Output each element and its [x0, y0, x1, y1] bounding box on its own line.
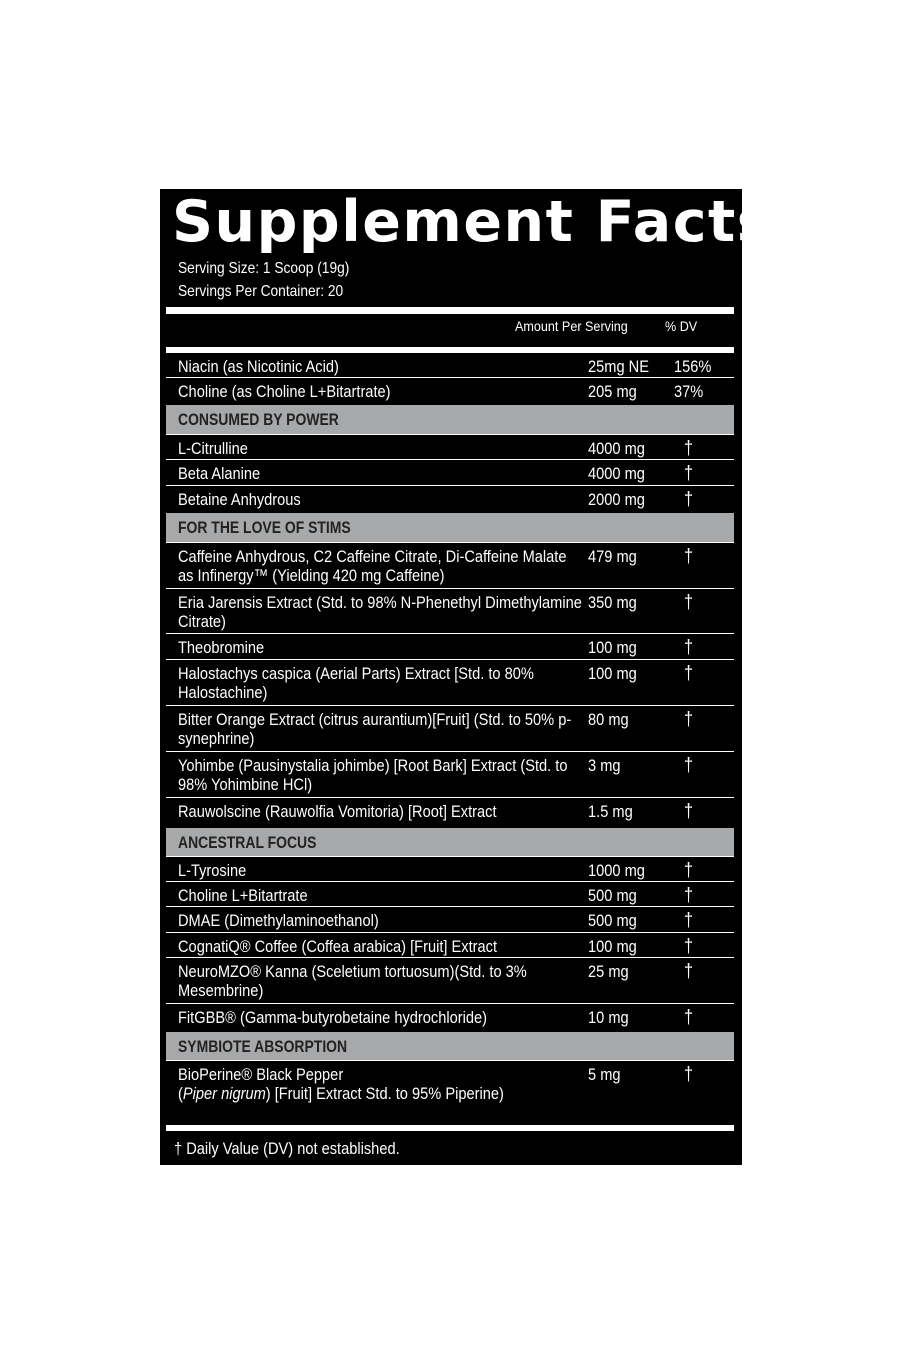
supplement-facts-panel — [160, 189, 773, 1165]
serving-info — [178, 257, 349, 303]
amount-per-serving-header: Amount Per Serving — [515, 318, 628, 334]
nutrient-amount: 25mg NE — [588, 357, 649, 376]
top-rule — [166, 307, 734, 314]
section-header-symbiote-absorption — [166, 1032, 734, 1061]
name-italic-species: Piper nigrum — [182, 1084, 266, 1103]
nutrient-dv: 156% — [674, 357, 712, 376]
nutrient-amount: 25 mg — [588, 962, 629, 981]
nutrient-amount: 500 mg — [588, 911, 637, 930]
section-title: ANCESTRAL FOCUS — [178, 833, 317, 852]
nutrient-name — [178, 1065, 582, 1103]
dagger-icon: † — [684, 755, 694, 776]
nutrient-row — [166, 958, 734, 1004]
dagger-icon: † — [684, 663, 694, 684]
nutrient-name: CognatiQ® Coffee (Coffea arabica) [Fruit] Extract — [178, 937, 498, 956]
nutrient-amount: 4000 mg — [588, 439, 645, 458]
nutrient-row — [166, 460, 734, 486]
nutrient-name: Choline (as Choline L+Bitartrate) — [178, 382, 391, 401]
nutrient-name: Bitter Orange Extract (citrus aurantium)[Fruit] (Std. to 50% p-synephrine) — [178, 710, 572, 748]
dagger-icon: † — [684, 463, 694, 484]
nutrient-row — [166, 486, 734, 513]
nutrient-name: Rauwolscine (Rauwolfia Vomitoria) [Root] Extract — [178, 802, 497, 821]
dagger-icon: † — [684, 709, 694, 730]
nutrient-name: L-Tyrosine — [178, 861, 247, 880]
nutrient-amount: 2000 mg — [588, 490, 645, 509]
panel-title: Supplement Facts — [172, 189, 773, 255]
nutrient-amount: 350 mg — [588, 593, 637, 612]
section-header-ancestral-focus — [166, 828, 734, 857]
nutrient-row — [166, 907, 734, 933]
dagger-icon: † — [684, 1064, 694, 1085]
nutrient-amount: 80 mg — [588, 710, 629, 729]
nutrient-amount: 205 mg — [588, 382, 637, 401]
nutrient-amount: 100 mg — [588, 638, 637, 657]
nutrient-name: Choline L+Bitartrate — [178, 886, 308, 905]
dagger-icon: † — [684, 546, 694, 567]
dv-header: % DV — [665, 318, 698, 334]
nutrient-amount: 5 mg — [588, 1065, 621, 1084]
nutrient-rows — [166, 353, 734, 1111]
section-title: SYMBIOTE ABSORPTION — [178, 1037, 348, 1056]
nutrient-amount: 4000 mg — [588, 464, 645, 483]
serving-size: Serving Size: 1 Scoop (19g) — [178, 260, 350, 277]
nutrient-row — [166, 435, 734, 460]
nutrient-row — [166, 543, 734, 589]
dagger-icon: † — [684, 860, 694, 881]
name-paren-open: ( — [178, 1084, 183, 1103]
nutrient-amount: 479 mg — [588, 547, 637, 566]
nutrient-row — [166, 857, 734, 882]
section-header-consumed-by-power — [166, 405, 734, 435]
dagger-icon: † — [684, 637, 694, 658]
nutrient-row — [166, 798, 734, 828]
nutrient-name: Yohimbe (Pausinystalia johimbe) [Root Bark] Extract (Std. to 98% Yohimbine HCl) — [178, 756, 568, 794]
nutrient-amount: 500 mg — [588, 886, 637, 905]
nutrient-row — [166, 706, 734, 752]
nutrient-name: Theobromine — [178, 638, 265, 657]
dagger-icon: † — [684, 936, 694, 957]
nutrient-row — [166, 1061, 734, 1111]
nutrient-row — [166, 378, 734, 405]
nutrient-name: Betaine Anhydrous — [178, 490, 301, 509]
bottom-rule — [166, 1125, 734, 1131]
section-title: FOR THE LOVE OF STIMS — [178, 518, 351, 537]
nutrient-name: L-Citrulline — [178, 439, 248, 458]
nutrient-amount: 100 mg — [588, 937, 637, 956]
nutrient-name: Beta Alanine — [178, 464, 261, 483]
nutrient-row — [166, 634, 734, 660]
nutrient-dv: 37% — [674, 382, 704, 401]
dagger-icon: † — [684, 801, 694, 822]
nutrient-name: Eria Jarensis Extract (Std. to 98% N-Phenethyl Dimethylamine Citrate) — [178, 593, 582, 631]
nutrient-name: Caffeine Anhydrous, C2 Caffeine Citrate, Di-Caffeine Malate as Infinergy™ (Yielding 420 mg Caffeine) — [178, 547, 567, 585]
nutrient-name: Niacin (as Nicotinic Acid) — [178, 357, 339, 376]
dagger-icon: † — [684, 489, 694, 510]
nutrient-amount: 3 mg — [588, 756, 621, 775]
dagger-icon: † — [684, 885, 694, 906]
nutrient-row — [166, 353, 734, 378]
dagger-icon: † — [684, 438, 694, 459]
section-header-for-the-love-of-stims — [166, 513, 734, 543]
nutrient-row — [166, 752, 734, 798]
dagger-icon: † — [684, 1007, 694, 1028]
dagger-icon: † — [684, 592, 694, 613]
footnote: † Daily Value (DV) not established. — [174, 1139, 400, 1158]
nutrient-amount: 1000 mg — [588, 861, 645, 880]
nutrient-name: NeuroMZO® Kanna (Sceletium tortuosum)(Std. to 3% Mesembrine) — [178, 962, 527, 1000]
nutrient-name: DMAE (Dimethylaminoethanol) — [178, 911, 379, 930]
nutrient-amount: 10 mg — [588, 1008, 629, 1027]
nutrient-amount: 1.5 mg — [588, 802, 633, 821]
nutrient-name-line-2 — [178, 1084, 582, 1103]
dagger-icon: † — [684, 910, 694, 931]
nutrient-row — [166, 660, 734, 706]
nutrient-row — [166, 933, 734, 958]
nutrient-name: FitGBB® (Gamma-butyrobetaine hydrochloride) — [178, 1008, 487, 1027]
nutrient-row — [166, 882, 734, 907]
nutrient-name: Halostachys caspica (Aerial Parts) Extract [Std. to 80% Halostachine) — [178, 664, 534, 702]
nutrient-amount: 100 mg — [588, 664, 637, 683]
nutrient-name-line-1: BioPerine® Black Pepper — [178, 1065, 344, 1084]
section-title: CONSUMED BY POWER — [178, 410, 339, 429]
name-rest: ) [Fruit] Extract Std. to 95% Piperine) — [265, 1084, 504, 1103]
servings-per-container: Servings Per Container: 20 — [178, 283, 344, 300]
dagger-icon: † — [684, 961, 694, 982]
nutrient-row — [166, 589, 734, 634]
nutrient-row — [166, 1004, 734, 1032]
